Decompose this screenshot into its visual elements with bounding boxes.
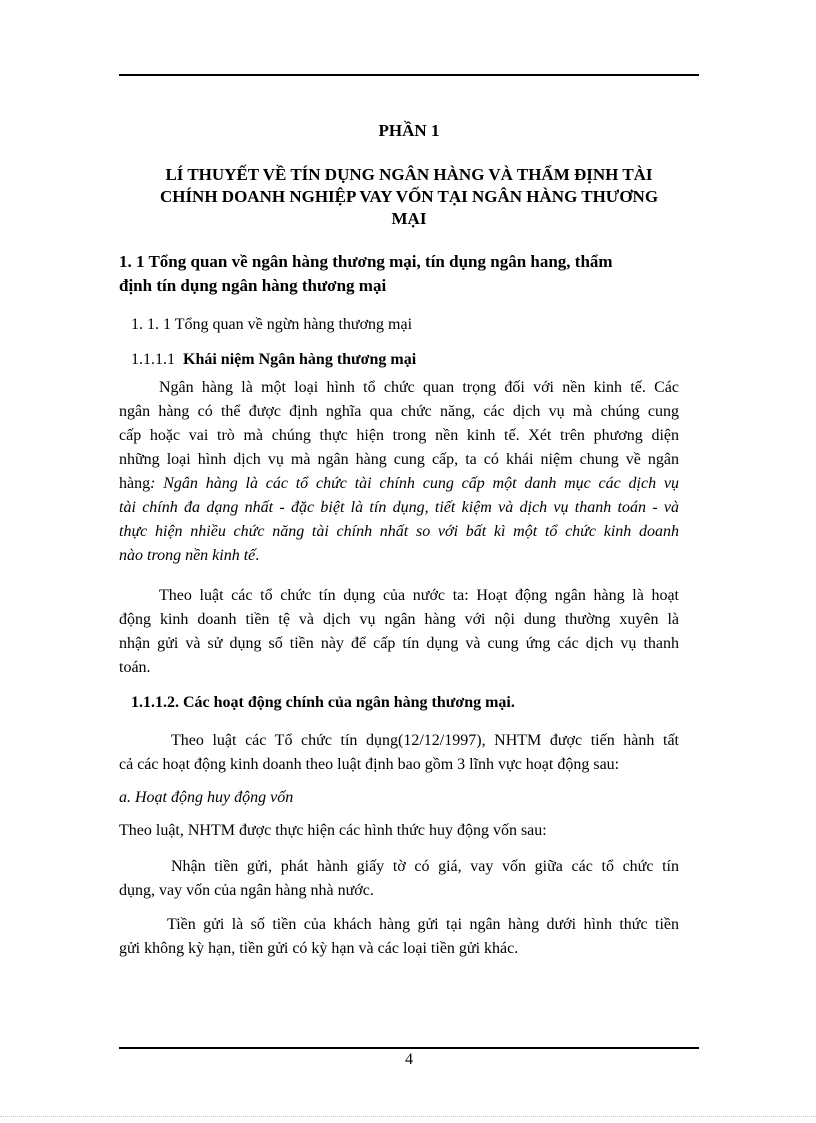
paragraph-line: nào trong nền kinh tế. [119, 547, 260, 564]
paragraph-line: gửi không kỳ hạn, tiền gửi có kỳ hạn và các loại tiền gửi khác. [119, 940, 519, 957]
section-title: Khái niệm Ngân hàng thương mại [183, 351, 417, 368]
paragraph-line: Ngân hàng là một loại hình tổ chức quan trọng đối với nền kinh tế. Các [159, 379, 679, 396]
part-heading: PHẦN 1 [378, 121, 440, 140]
paragraph-line: động kinh doanh tiền tệ và dịch vụ ngân hàng với nội dung thường xuyên là [119, 611, 679, 628]
section-heading-1-1-1-1 [131, 351, 416, 369]
paragraph-line: Theo luật các tổ chức tín dụng của nước ta: Hoạt động ngân hàng là hoạt [159, 587, 679, 604]
paragraph-line: Nhận tiền gửi, phát hành giấy tờ có giá, vay vốn giữa các tổ chức tín [171, 858, 679, 875]
paragraph-line: hàng: Ngân hàng là các tổ chức tài chính cung cấp một danh mục các dịch vụ [119, 475, 679, 492]
section-heading-1-1 [119, 250, 699, 298]
page-boundary [0, 1116, 816, 1117]
subheading-a: a. Hoạt động huy động vốn [119, 789, 294, 806]
chapter-title [119, 164, 699, 230]
chapter-title-line: CHÍNH DOANH NGHIỆP VAY VỐN TẠI NGÂN HÀNG THƯƠNG [159, 187, 659, 206]
paragraph-line: ngân hàng có thể được định nghĩa qua chức năng, các dịch vụ mà chúng cung [119, 403, 679, 420]
paragraph-line: tài chính đa dạng nhất - đặc biệt là tín dụng, tiết kiệm và dịch vụ thanh toán - và [119, 499, 679, 516]
paragraph-line: dụng, vay vốn của ngân hàng nhà nước. [119, 882, 374, 899]
paragraph-line: thực hiện nhiều chức năng tài chính nhất so với bất kì một tổ chức kinh doanh [119, 523, 679, 540]
footer-rule [119, 1047, 699, 1049]
section-heading-line: định tín dụng ngân hàng thương mại [119, 276, 387, 295]
paragraph-activities [119, 729, 679, 777]
paragraph-line: cả các hoạt động kinh doanh theo luật định bao gồm 3 lĩnh vực hoạt động sau: [119, 756, 620, 773]
section-heading-1-1-1: 1. 1. 1 Tổng quan về ngừn hàng thương mại [131, 316, 413, 333]
paragraph-line: Tiền gửi là số tiền của khách hàng gửi tại ngân hàng dưới hình thức tiền [167, 916, 679, 933]
section-heading-1-1-1-2: 1.1.1.2. Các hoạt động chính của ngân hàng thương mại. [131, 694, 515, 711]
page-number: 4 [405, 1051, 413, 1068]
section-number: 1.1.1.1 [131, 351, 175, 368]
paragraph-line: nhận gửi và sử dụng số tiền này để cấp tín dụng và cung ứng các dịch vụ thanh [119, 635, 679, 652]
paragraph-definition [119, 376, 679, 568]
section-heading-line: 1. 1 Tổng quan về ngân hàng thương mại, tín dụng ngân hang, thẩm [119, 252, 613, 271]
chapter-title-line: MẠI [391, 209, 427, 228]
paragraph-deposits-forms [119, 855, 679, 903]
header-rule [119, 74, 699, 76]
paragraph-mobilization: Theo luật, NHTM được thực hiện các hình thức huy động vốn sau: [119, 822, 547, 839]
paragraph-line: những loại hình dịch vụ mà ngân hàng cung cấp, ta có khái niệm chung về ngân [119, 451, 679, 468]
paragraph-deposits-definition [119, 913, 679, 961]
paragraph-law [119, 584, 679, 680]
paragraph-line: toán. [119, 659, 151, 676]
chapter-title-line: LÍ THUYẾT VỀ TÍN DỤNG NGÂN HÀNG VÀ THẨM ĐỊNH TÀI [165, 165, 653, 184]
paragraph-line: Theo luật các Tổ chức tín dụng(12/12/1997), NHTM được tiến hành tất [171, 732, 679, 749]
paragraph-line: cấp hoặc vai trò mà chúng thực hiện trong nền kinh tế. Xét trên phương diện [119, 427, 679, 444]
